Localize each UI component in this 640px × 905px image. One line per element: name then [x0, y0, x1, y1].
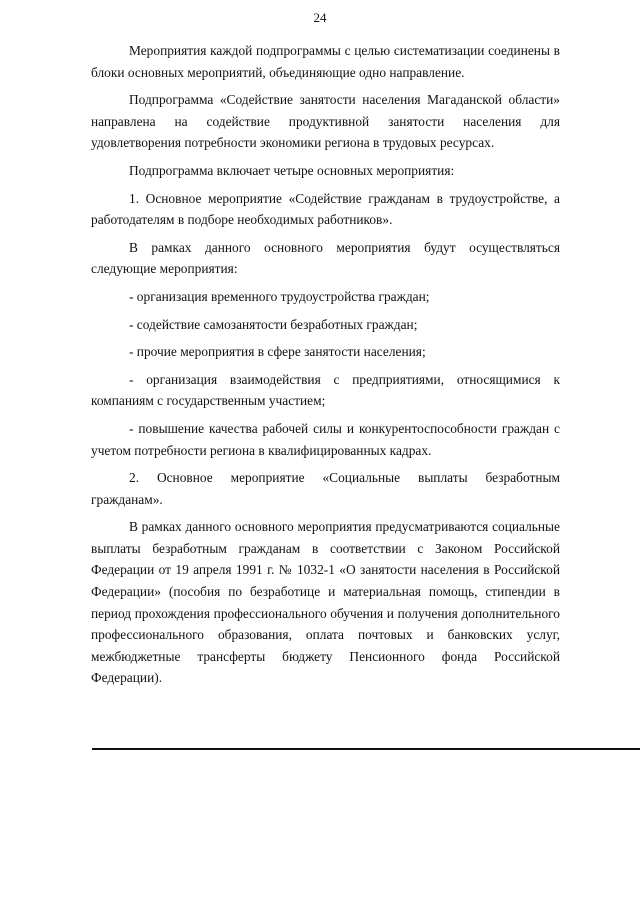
list-item: - организация временного трудоустройства граждан;	[129, 288, 430, 304]
page-number: 24	[313, 10, 327, 25]
list-item: - содействие самозанятости безработных граждан;	[129, 316, 418, 332]
horizontal-rule	[92, 748, 640, 750]
document-body	[91, 40, 560, 689]
paragraph-measure-1-intro: В рамках данного основного мероприятия будут осуществляться следующие мероприятия:	[91, 239, 560, 277]
list-item: - организация взаимодействия с предприятиями, относящимися к компаниям с государственным участием;	[91, 371, 560, 409]
paragraph-subprogram: Подпрограмма «Содействие занятости населения Магаданской области» направлена на содействие продуктивной занятости населения для удовлетворения потребности экономики региона в трудовых ресурсах.	[91, 92, 560, 151]
paragraph-measure-1: 1. Основное мероприятие «Содействие гражданам в трудоустройстве, а работодателям в подборе необходимых работников».	[91, 190, 560, 228]
list-item: - повышение качества рабочей силы и конкурентоспособности граждан с учетом потребности региона в квалифицированных кадрах.	[91, 420, 560, 458]
list-item: - прочие мероприятия в сфере занятости населения;	[129, 344, 426, 360]
paragraph-measure-2-details: В рамках данного основного мероприятия предусматриваются социальные выплаты безработным гражданам в соответствии с Законом Российской Федерации от 19 апреля 1991 г. № 1032-1 «О занятости населения в Российской Федерации» (пособия по безработице и материальная помощь, стипендии в период прохождения профессионального обучения и получения дополнительного профессионального образования, оплата почтовых и банковских услуг, межбюджетные трансферты бюджету Пенсионного фонда Российской Федерации).	[91, 519, 560, 686]
paragraph-four-measures: Подпрограмма включает четыре основных мероприятия:	[129, 162, 455, 178]
paragraph-intro: Мероприятия каждой подпрограммы с целью систематизации соединены в блоки основных мероприятий, объединяющие одно направление.	[91, 43, 560, 80]
paragraph-measure-2: 2. Основное мероприятие «Социальные выплаты безработным гражданам».	[91, 470, 560, 507]
